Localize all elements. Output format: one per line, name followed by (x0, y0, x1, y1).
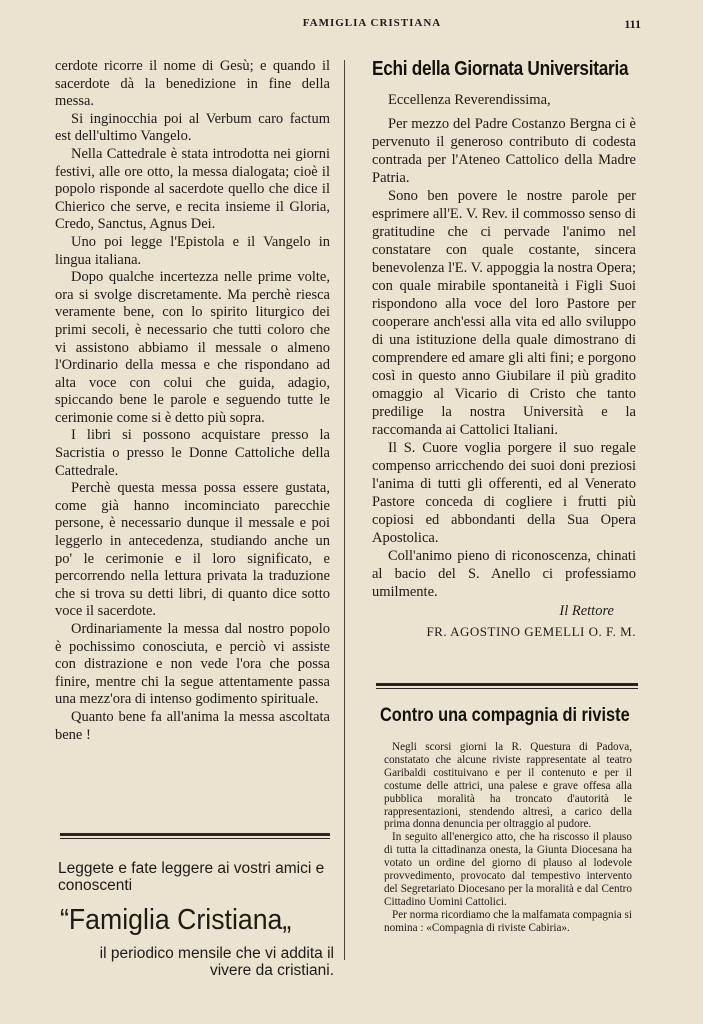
subscription-advert (58, 860, 334, 979)
article-title: Echi della Giornata Universitaria (372, 58, 629, 80)
advert-tagline: il periodico mensile che vi addita il vivere da cristiani. (99, 945, 334, 979)
paragraph: Perchè questa messa possa essere gustata, come già hanno incominciato parecchie persone, è necessario dunque il messale e poi leggerlo in antecedenza, studiando anche un po' le cerimonie e il loro significato, e percorrendo nella lettura privata la traduzione che si trova su detti libri, di quanto dice sotto voce il sacerdote. (55, 480, 330, 620)
column-divider (344, 60, 345, 960)
letter-body (372, 91, 636, 601)
paragraph: Sono ben povere le nostre parole per esprimere all'E. V. Rev. il commosso senso di gratitudine che ci pervade l'animo nel constatare con quale costante, sincera benevolenza l'E. V. appoggia la nostra Opera; con quale mirabile spontaneità i Figli Suoi rispondono alla voce del loro Pastore per cooperare anch'essi alla vita ed allo sviluppo di una istituzione della quale dimostrano di comprendere ed amare gli alti fini; e porgono così in questo anno Giubilare il più gradito omaggio al Vicario di Cristo che tanto predilige la nostra Università e la raccomanda ai Cattolici Italiani. (372, 188, 636, 438)
news-title: Contro una compagnia di riviste (380, 705, 630, 726)
paragraph: Coll'animo pieno di riconoscenza, chinati al bacio del S. Anello ci professiamo umilmente. (372, 548, 636, 600)
paragraph: cerdote ricorre il nome di Gesù; e quando il sacerdote dà la benedizione in fine della messa. (55, 58, 330, 110)
news-body (384, 741, 632, 935)
signoff: Il Rettore (559, 603, 614, 619)
paragraph: I libri si possono acquistare presso la Sacristia o presso le Donne Cattoliche della Cattedrale. (55, 427, 330, 479)
section-rule (60, 833, 330, 839)
paragraph: Per mezzo del Padre Costanzo Bergna ci è pervenuto il generoso contributo di codesta contrada per l'Ateneo Cattolico della Madre Patria. (372, 116, 636, 186)
running-title: FAMIGLIA CRISTIANA (302, 17, 442, 29)
section-rule (376, 683, 638, 689)
news-article (380, 705, 632, 935)
paragraph: In seguito all'energico atto, che ha riscosso il plauso di tutta la cittadinanza onesta, la Giunta Diocesana ha votato un ordine del giorno di plauso al lodevole provvedimento, provocato dal tempestivo intervento del Segretariato Diocesano per la moralità e dal Centro Cittadino Uomini Cattolici. (384, 831, 632, 908)
right-column-article (372, 58, 636, 640)
paragraph: Quanto bene fa all'anima la messa ascoltata bene ! (55, 708, 330, 743)
paragraph: Nella Cattedrale è stata introdotta nei giorni festivi, alle ore otto, la messa dialogata; cioè il popolo risponde al sacerdote quello che dice il Chierico che serve, e recita insieme il Gloria, Credo, Sanctus, Agnus Dei. (55, 145, 330, 233)
advert-title: “Famiglia Cristiana„ (60, 904, 292, 936)
paragraph: Uno poi legge l'Epistola e il Vangelo in lingua italiana. (55, 233, 330, 268)
running-head (0, 17, 703, 37)
signature: FR. AGOSTINO GEMELLI O. F. M. (426, 624, 636, 639)
paragraph: Si inginocchia poi al Verbum caro factum est dell'ultimo Vangelo. (55, 110, 330, 145)
paragraph: Per norma ricordiamo che la malfamata compagnia si nomina : «Compagnia di riviste Cabiria». (384, 908, 632, 934)
advert-intro: Leggete e fate leggere ai vostri amici e conoscenti (58, 860, 325, 894)
page-number: 111 (624, 17, 641, 31)
paragraph: Dopo qualche incertezza nelle prime volte, ora si svolge discretamente. Ma perchè riesca veramente bene, con lo spirito liturgico dei primi secoli, è necessario che tutti coloro che vi assistono abbiamo il messale o almeno l'Ordinario della messa e che rispondano ad alta voce con colui che guida, adagio, spiccando bene le parole e seguendo tutte le cerimonie come si è detto più sopra. (55, 269, 330, 426)
left-column-article (55, 58, 330, 744)
paragraph: Ordinariamente la messa dal nostro popolo è pochissimo conosciuta, e perciò vi assiste con distrazione e non vede l'ora che possa finire, mentre chi la segue attentamente passa una mezz'ora di intenso godimento spirituale. (55, 621, 330, 708)
salutation: Eccellenza Reverendissima, (388, 92, 551, 108)
paragraph: Negli scorsi giorni la R. Questura di Padova, constatato che alcune riviste rappresentate al teatro Garibaldi costituivano e per il contenuto e per il costume delle attrici, una palese e grave offesa alla pubblica moralità ha troncato d'autorità le rappresentazioni, stendendo altresì, a carico della prima donna denuncia per oltraggio al pudore. (384, 741, 632, 831)
paragraph: Il S. Cuore voglia porgere il suo regale compenso arricchendo dei suoi doni preziosi l'anima di tutti gli offerenti, ed al Venerato Pastore conceda di cogliere i frutti più copiosi ed abbondanti della Sua Opera Apostolica. (372, 440, 636, 546)
